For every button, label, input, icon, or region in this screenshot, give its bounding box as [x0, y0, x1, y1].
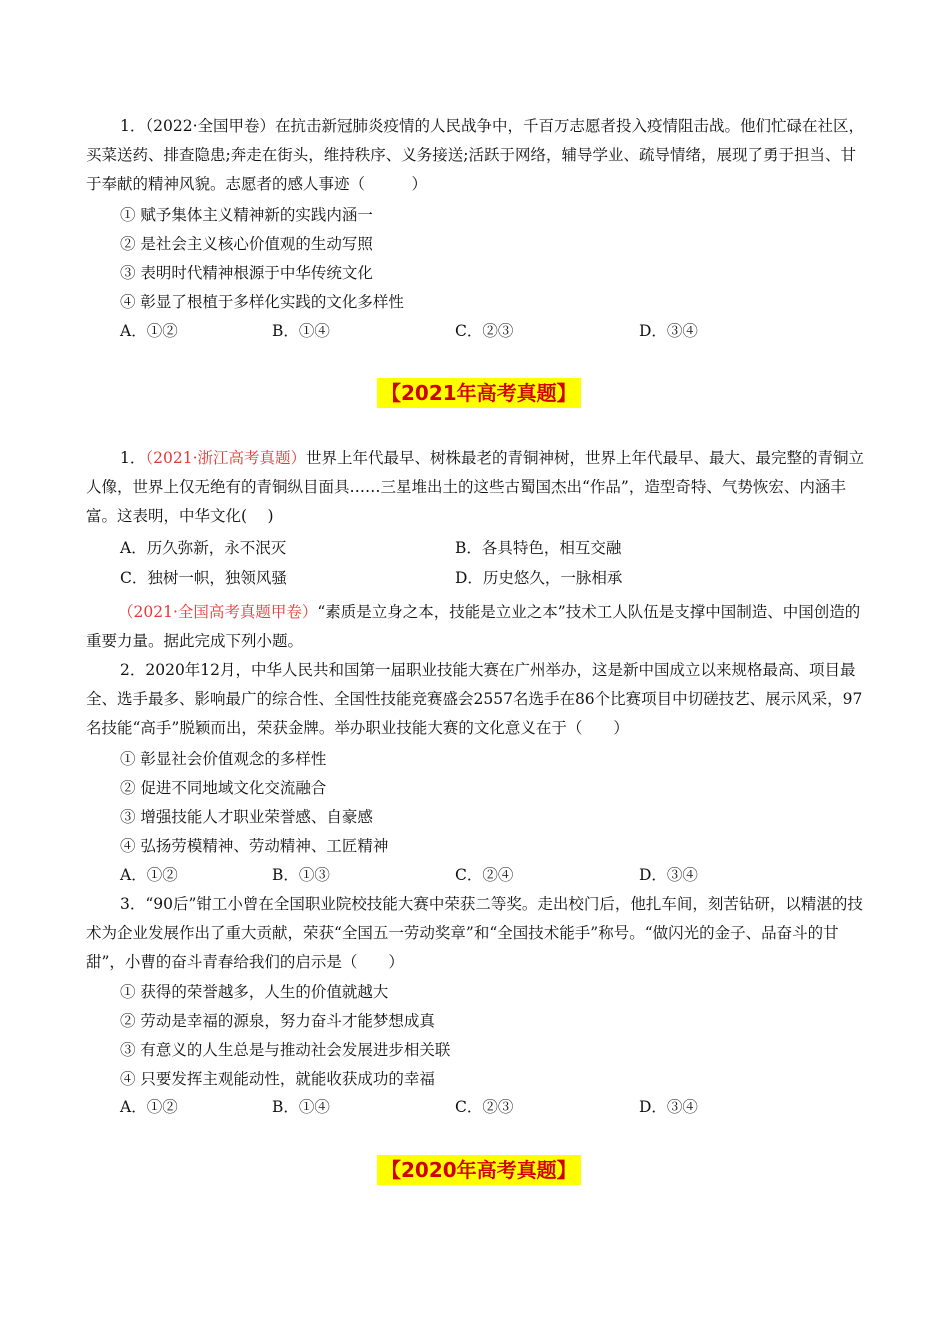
question-source: （2022·全国甲卷） — [145, 117, 275, 135]
question-2-stem: 2．2020年12月，中华人民共和国第一届职业技能大赛在广州举办，这是新中国成立以来规格最高、项目最全、选手最多、影响最广的综合性、全国性技能竞赛盛会2557名选手在86个比赛项目中切磋技艺、展示风采，97名技能“高手”脱颖而出，荣获金牌。举办职业技能大赛的文化意义在于（ ） — [86, 661, 863, 737]
choice-b: B．各具特色，相互交融 — [455, 539, 622, 557]
choice-b: B．①④ — [272, 322, 330, 340]
question-source: （2021·浙江高考真题） — [145, 449, 306, 467]
group-source: （2021·全国高考真题甲卷） — [118, 603, 318, 621]
choice-d: D．③④ — [639, 866, 698, 884]
choice-c: C．②④ — [455, 866, 514, 884]
statement-item: ① 赋予集体主义精神新的实践内涵一 — [120, 206, 373, 224]
group-intro — [86, 598, 866, 656]
choice-b: B．①③ — [272, 866, 330, 884]
choice-a: A．①② — [120, 1098, 178, 1116]
choice-d: D．③④ — [639, 322, 698, 340]
choice-c: C．②③ — [455, 1098, 514, 1116]
choice-d: D．历史悠久，一脉相承 — [455, 569, 623, 587]
choice-c: C．②③ — [455, 322, 514, 340]
question-number: 1． — [120, 117, 146, 135]
statement-item: ① 彰显社会价值观念的多样性 — [120, 750, 327, 768]
question-2022-stem — [86, 112, 866, 199]
statement-item: ② 是社会主义核心价值观的生动写照 — [120, 235, 373, 253]
statement-item: ④ 彰显了根植于多样化实践的文化多样性 — [120, 293, 404, 311]
statement-item: ③ 表明时代精神根源于中华传统文化 — [120, 264, 373, 282]
question-text: 在抗击新冠肺炎疫情的人民战争中，千百万志愿者投入疫情阻击战。他们忙碌在社区，买菜送药、排查隐患;奔走在街头，维持秩序、义务接送;活跃于网络，辅导学业、疏导情绪，展现了勇于担当、甘于奉献的精神风貌。志愿者的感人事迹（ ） — [86, 117, 865, 193]
statement-item: ② 劳动是幸福的源泉，努力奋斗才能梦想成真 — [120, 1012, 435, 1030]
choice-a: A．①② — [120, 322, 178, 340]
question-number: 1． — [120, 449, 146, 467]
section-banner-2021: 【2021年高考真题】 — [377, 378, 581, 408]
section-banner-2020: 【2020年高考真题】 — [377, 1155, 581, 1185]
statement-item: ④ 弘扬劳模精神、劳动精神、工匠精神 — [120, 837, 389, 855]
statement-item: ④ 只要发挥主观能动性，就能收获成功的幸福 — [120, 1070, 435, 1088]
statement-item: ② 促进不同地域文化交流融合 — [120, 779, 327, 797]
question-2021-1-stem — [86, 444, 866, 531]
choice-d: D．③④ — [639, 1098, 698, 1116]
statement-item: ③ 增强技能人才职业荣誉感、自豪感 — [120, 808, 373, 826]
choice-a: A．历久弥新，永不泯灭 — [120, 539, 287, 557]
question-text: 世界上年代最早、树株最老的青铜神树，世界上年代最早、最大、最完整的青铜立人像，世界上仅无绝有的青铜纵目面具……三星堆出土的这些古蜀国杰出“作品”，造型奇特、气势恢宏、内涵丰富。这表明，中华文化( ) — [86, 449, 865, 525]
statement-item: ③ 有意义的人生总是与推动社会发展进步相关联 — [120, 1041, 451, 1059]
choice-b: B．①④ — [272, 1098, 330, 1116]
group-text: “素质是立身之本，技能是立业之本”技术工人队伍是支撑中国制造、中国创造的重要力量。据此完成下列小题。 — [86, 603, 861, 650]
choice-c: C．独树一帜，独领风骚 — [120, 569, 287, 587]
question-3-stem: 3．“90后”钳工小曾在全国职业院校技能大赛中荣获二等奖。走出校门后，他扎车间，刻苦钻研，以精湛的技术为企业发展作出了重大贡献，荣获“全国五一劳动奖章”和“全国技术能手”称号。“做闪光的金子、品奋斗的甘甜”，小曹的奋斗青春给我们的启示是（ ） — [86, 895, 863, 971]
choice-a: A．①② — [120, 866, 178, 884]
statement-item: ① 获得的荣誉越多，人生的价值就越大 — [120, 983, 389, 1001]
